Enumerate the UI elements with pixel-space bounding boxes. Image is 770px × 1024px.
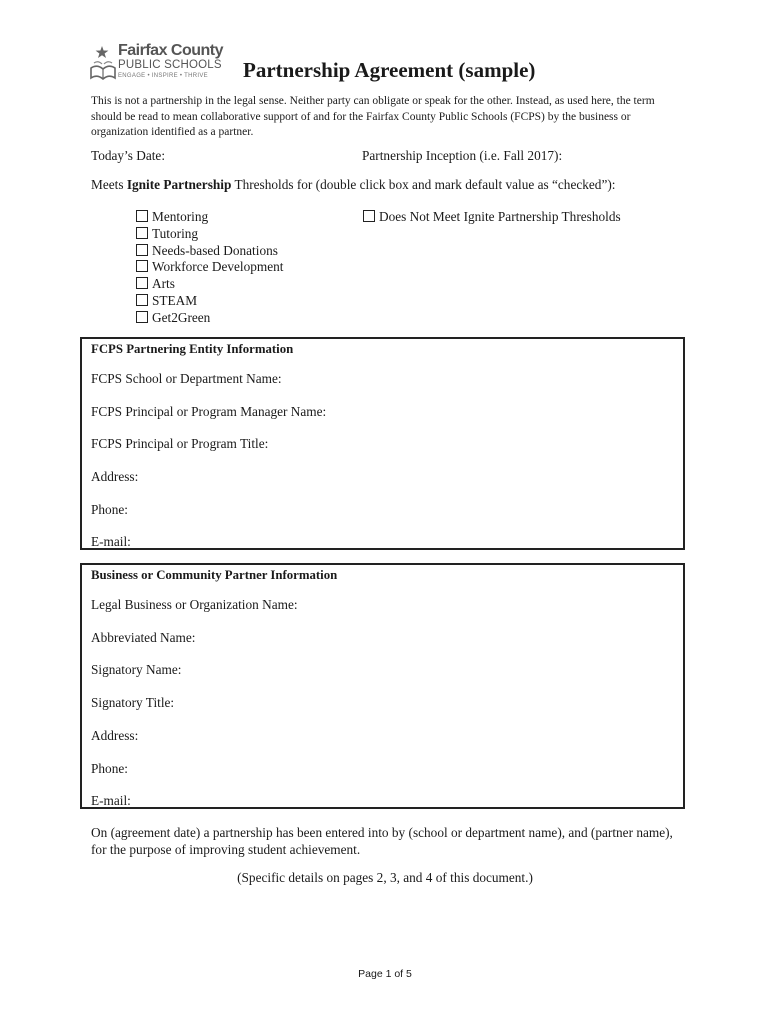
checkbox-item-steam[interactable]	[136, 293, 197, 309]
field-label: FCPS School or Department Name:	[91, 371, 282, 386]
checkbox-label: Tutoring	[152, 226, 199, 241]
checkbox-label: Needs-based Donations	[152, 243, 278, 258]
intro-paragraph: This is not a partnership in the legal sense. Neither party can obligate or speak for the other. Instead, as used here, the term should be read to mean collaborative support of and for the Fairfax County Public Schools (FCPS) by the business or organization identified as a partner.	[91, 95, 655, 138]
inception-label: Partnership Inception (i.e. Fall 2017):	[362, 148, 563, 163]
thresholds-prefix: Meets	[91, 177, 127, 192]
checkbox[interactable]	[136, 277, 148, 289]
field-label: FCPS Principal or Program Manager Name:	[91, 404, 327, 419]
checkbox-label: Mentoring	[152, 209, 209, 224]
field-label: Abbreviated Name:	[91, 630, 196, 645]
field-label: Address:	[91, 469, 139, 484]
section-heading: FCPS Partnering Entity Information	[91, 342, 294, 356]
field-label: Phone:	[91, 761, 128, 776]
fcps-entity-section	[80, 337, 685, 550]
section-heading: Business or Community Partner Information	[91, 568, 338, 582]
checkbox-item-arts[interactable]	[136, 276, 175, 292]
checkbox[interactable]	[136, 260, 148, 272]
checkbox-item-workforce-development[interactable]	[136, 259, 283, 275]
checkbox-item-needs-based-donations[interactable]	[136, 243, 278, 259]
field-label: E-mail:	[91, 534, 131, 549]
closing-paragraph: On (agreement date) a partnership has been entered into by (school or department name), and (partner name), for the purpose of improving student achievement.	[91, 825, 673, 857]
checkbox-label: Arts	[152, 276, 175, 291]
checkbox[interactable]	[136, 210, 148, 222]
field-label: Signatory Title:	[91, 695, 175, 710]
field-label: Legal Business or Organization Name:	[91, 597, 298, 612]
checkbox-label: STEAM	[152, 293, 198, 308]
logo-line-2: PUBLIC SCHOOLS	[118, 59, 222, 71]
checkbox-item-tutoring[interactable]	[136, 226, 198, 242]
checkbox[interactable]	[136, 294, 148, 306]
todays-date-label: Today’s Date:	[91, 148, 166, 163]
field-label: FCPS Principal or Program Title:	[91, 436, 269, 451]
checkbox[interactable]	[136, 311, 148, 323]
thresholds-instruction	[91, 177, 615, 193]
book-star-emblem-icon	[88, 44, 118, 84]
thresholds-bold: Ignite Partnership	[126, 177, 232, 192]
checkbox-label: Get2Green	[152, 310, 211, 325]
field-label: Address:	[91, 728, 139, 743]
checkbox[interactable]	[136, 244, 148, 256]
logo-line-1: Fairfax County	[118, 42, 224, 59]
logo-tagline: ENGAGE • INSPIRE • THRIVE	[118, 73, 208, 79]
checkbox-label: Workforce Development	[152, 259, 284, 274]
checkbox-item-get2green[interactable]	[136, 310, 210, 326]
partner-info-section	[80, 563, 685, 809]
page-title: Partnership Agreement (sample)	[243, 58, 536, 82]
field-label: Signatory Name:	[91, 662, 182, 677]
page-number: Page 1 of 5	[358, 968, 412, 980]
checkbox[interactable]	[363, 210, 375, 222]
field-label: Phone:	[91, 502, 128, 517]
checkbox-item-mentoring[interactable]	[136, 209, 208, 225]
checkbox-label: Does Not Meet Ignite Partnership Thresholds	[379, 209, 621, 224]
checkbox[interactable]	[136, 227, 148, 239]
field-label: E-mail:	[91, 793, 131, 808]
details-note: (Specific details on pages 2, 3, and 4 of this document.)	[237, 870, 533, 885]
fcps-logo	[88, 42, 228, 84]
checkbox-item-does-not-meet[interactable]	[363, 209, 621, 225]
thresholds-suffix: Thresholds for (double click box and mark default value as “checked”):	[231, 177, 616, 192]
